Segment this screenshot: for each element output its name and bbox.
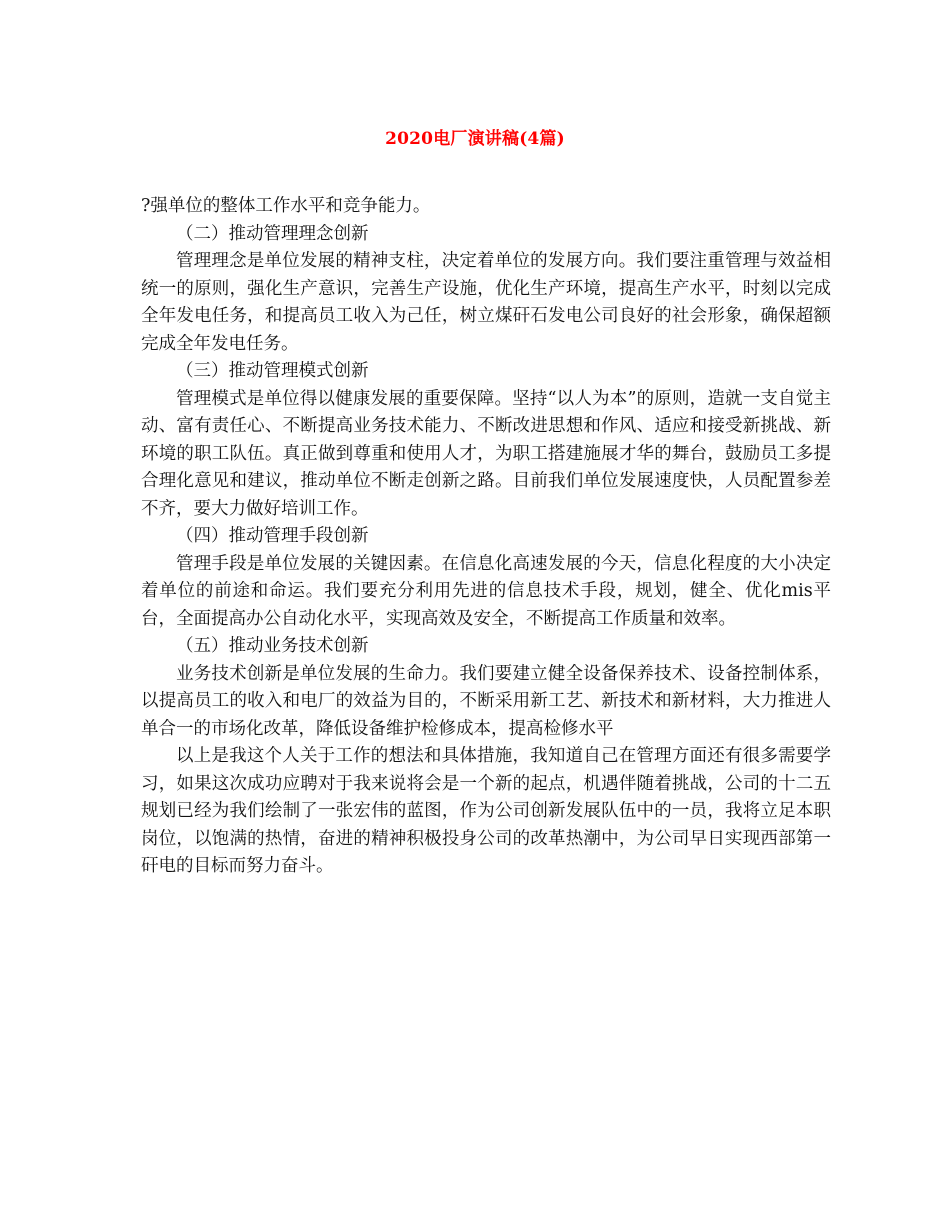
paragraph-conclusion: 以上是我这个人关于工作的想法和具体措施，我知道自己在管理方面还有很多需要学习，如果这次成功应聘对于我来说将会是一个新的起点，机遇伴随着挑战，公司的十二五规划已经为我们绘制了一张宏伟的蓝图，作为公司创新发展队伍中的一员，我将立足本职岗位，以饱满的热情，奋进的精神积极投身公司的改革热潮中，为公司早日实现西部第一矸电的目标而努力奋斗。 [141, 746, 831, 876]
paragraph-management-means: 管理手段是单位发展的关键因素。在信息化高速发展的今天，信息化程度的大小决定着单位的前途和命运。我们要充分利用先进的信息技术手段，规划，健全、优化mis平台，全面提高办公自动化水平，实现高效及安全，不断提高工作质量和效率。 [141, 553, 831, 629]
paragraph-management-concept: 管理理念是单位发展的精神支柱，决定着单位的发展方向。我们要注重管理与效益相统一的原则，强化生产意识，完善生产设施，优化生产环境，提高生产水平，时刻以完成全年发电任务，和提高员工收入为己任，树立煤矸石发电公司良好的社会形象，确保超额完成全年发电任务。 [141, 251, 831, 354]
section-heading-2: （二）推动管理理念创新 [176, 223, 369, 244]
section-heading-5: （五）推动业务技术创新 [176, 636, 369, 656]
section-heading-3: （三）推动管理模式创新 [176, 361, 369, 381]
paragraph-continuation: ?强单位的整体工作水平和竞争能力。 [141, 196, 431, 216]
section-heading-4: （四）推动管理手段创新 [176, 526, 369, 546]
paragraph-business-technology: 业务技术创新是单位发展的生命力。我们要建立健全设备保养技术、设备控制体系，以提高员工的收入和电厂的效益为目的，不断采用新工艺、新技术和新材料，大力推进人单合一的市场化改革，降低设备维护检修成本，提高检修水平 [141, 663, 831, 739]
paragraph-management-mode: 管理模式是单位得以健康发展的重要保障。坚持“以人为本”的原则，造就一支自觉主动、富有责任心、不断提高业务技术能力、不断改进思想和作风、适应和接受新挑战、新环境的职工队伍。真正做到尊重和使用人才，为职工搭建施展才华的舞台，鼓励员工多提合理化意见和建议，推动单位不断走创新之路。目前我们单位发展速度快，人员配置参差不齐，要大力做好培训工作。 [141, 388, 831, 519]
document-body [141, 193, 831, 881]
document-title: 2020电厂演讲稿(4篇) [385, 129, 565, 149]
